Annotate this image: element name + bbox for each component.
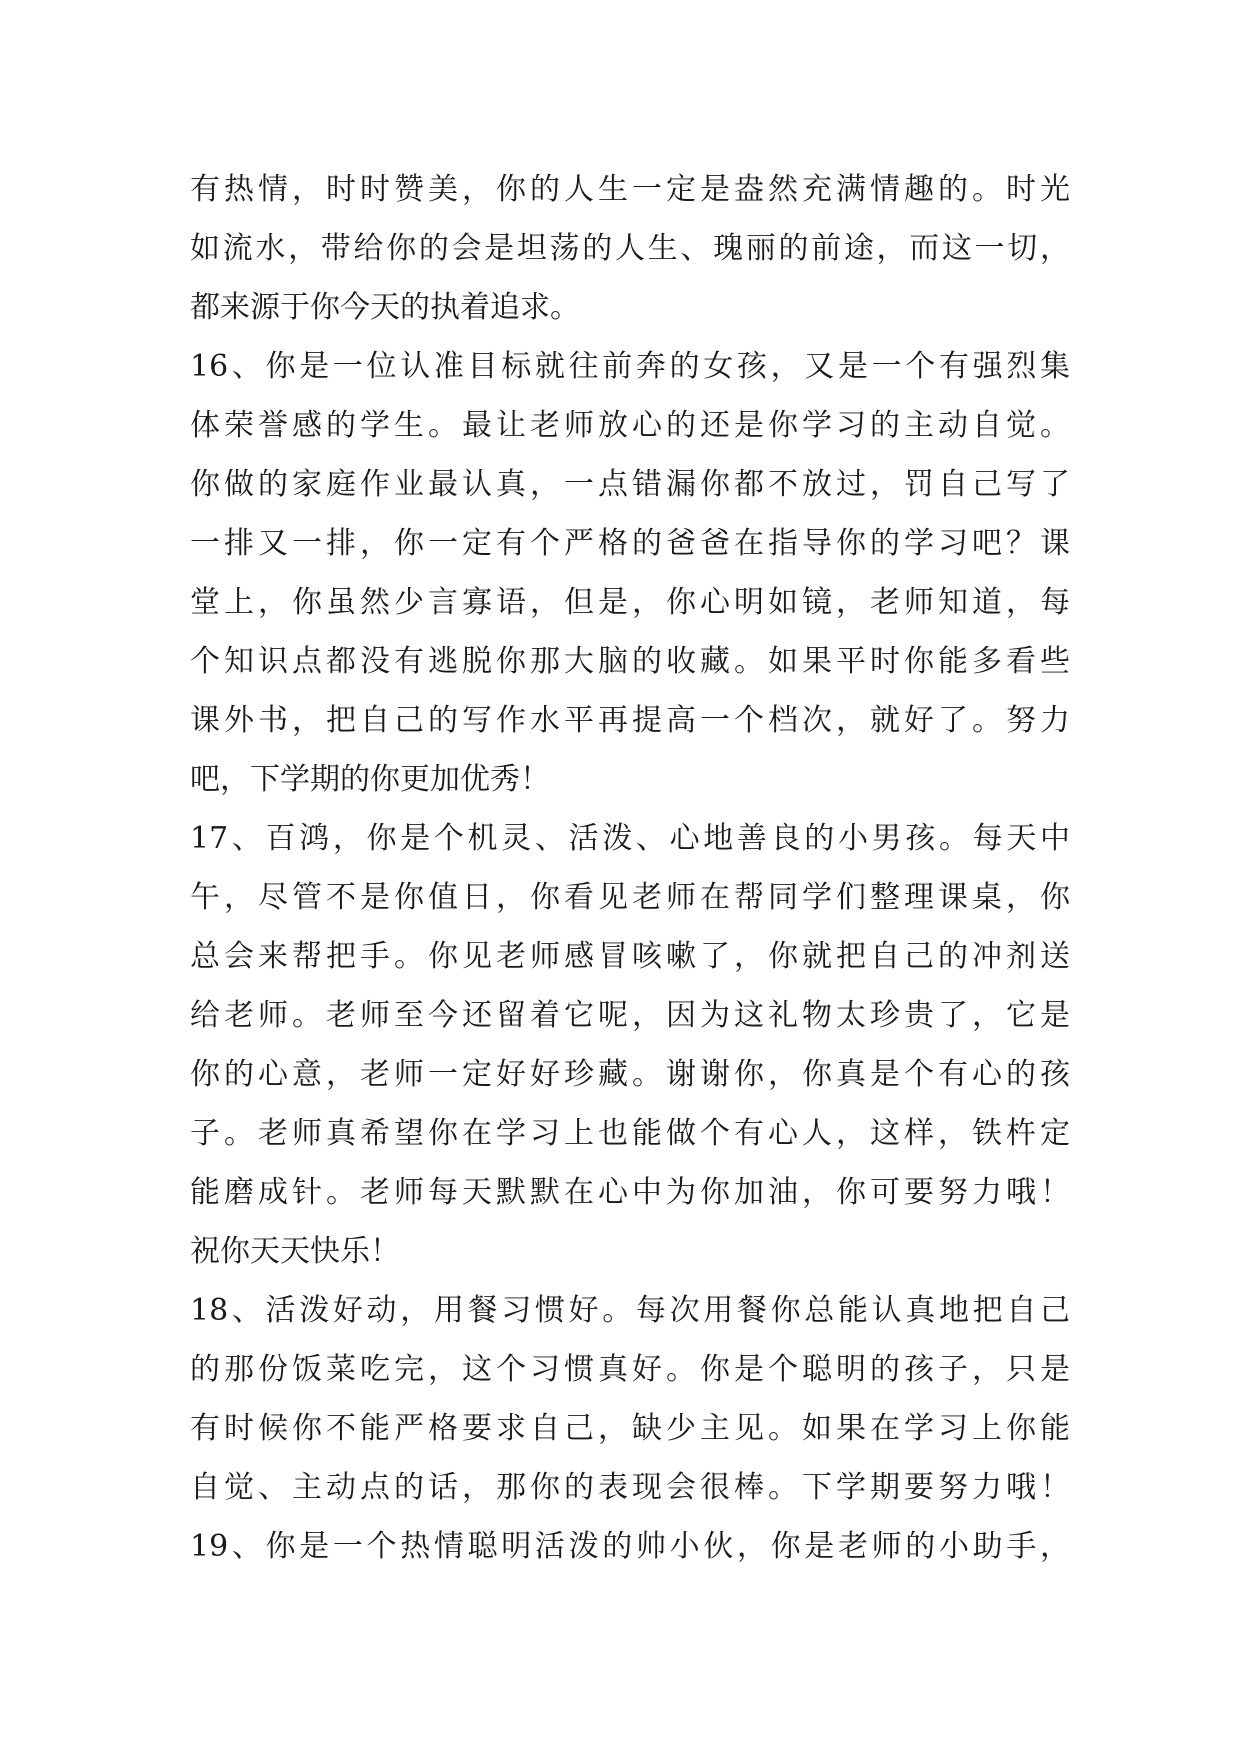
text-line: 个知识点都没有逃脱你那大脑的收藏。如果平时你能多看些 [190,644,1070,679]
text-line: 16、你是一位认准目标就往前奔的女孩，又是一个有强烈集 [190,349,1070,384]
text-line: 有热情，时时赞美，你的人生一定是盎然充满情趣的。时光 [190,172,1070,207]
text-line: 吧，下学期的你更加优秀！ [190,762,550,797]
text-line: 你的心意，老师一定好好珍藏。谢谢你，你真是个有心的孩 [190,1057,1070,1092]
text-line: 17、百鸿，你是个机灵、活泼、心地善良的小男孩。每天中 [190,821,1070,856]
text-line: 18、活泼好动，用餐习惯好。每次用餐你总能认真地把自己 [190,1293,1070,1328]
text-line: 19、你是一个热情聪明活泼的帅小伙，你是老师的小助手， [190,1529,1070,1564]
text-line: 给老师。老师至今还留着它呢，因为这礼物太珍贵了，它是 [190,998,1070,1033]
text-line: 体荣誉感的学生。最让老师放心的还是你学习的主动自觉。 [190,408,1070,443]
text-line: 课外书，把自己的写作水平再提高一个档次，就好了。努力 [190,703,1070,738]
text-line: 的那份饭菜吃完，这个习惯真好。你是个聪明的孩子，只是 [190,1352,1070,1387]
text-line: 堂上，你虽然少言寡语，但是，你心明如镜，老师知道，每 [190,585,1070,620]
text-line: 一排又一排，你一定有个严格的爸爸在指导你的学习吧？课 [190,526,1070,561]
text-line: 午，尽管不是你值日，你看见老师在帮同学们整理课桌，你 [190,880,1070,915]
text-line: 子。老师真希望你在学习上也能做个有心人，这样，铁杵定 [190,1116,1070,1151]
text-line: 总会来帮把手。你见老师感冒咳嗽了，你就把自己的冲剂送 [190,939,1070,974]
text-line: 祝你天天快乐！ [190,1234,400,1269]
text-line: 如流水，带给你的会是坦荡的人生、瑰丽的前途，而这一切， [190,231,1070,266]
text-line: 都来源于你今天的执着追求。 [190,290,580,325]
text-line: 能磨成针。老师每天默默在心中为你加油，你可要努力哦！ [190,1175,1070,1210]
text-line: 你做的家庭作业最认真，一点错漏你都不放过，罚自己写了 [190,467,1070,502]
text-line: 自觉、主动点的话，那你的表现会很棒。下学期要努力哦！ [190,1470,1070,1505]
document-body [190,160,1070,1576]
text-line: 有时候你不能严格要求自己，缺少主见。如果在学习上你能 [190,1411,1070,1446]
